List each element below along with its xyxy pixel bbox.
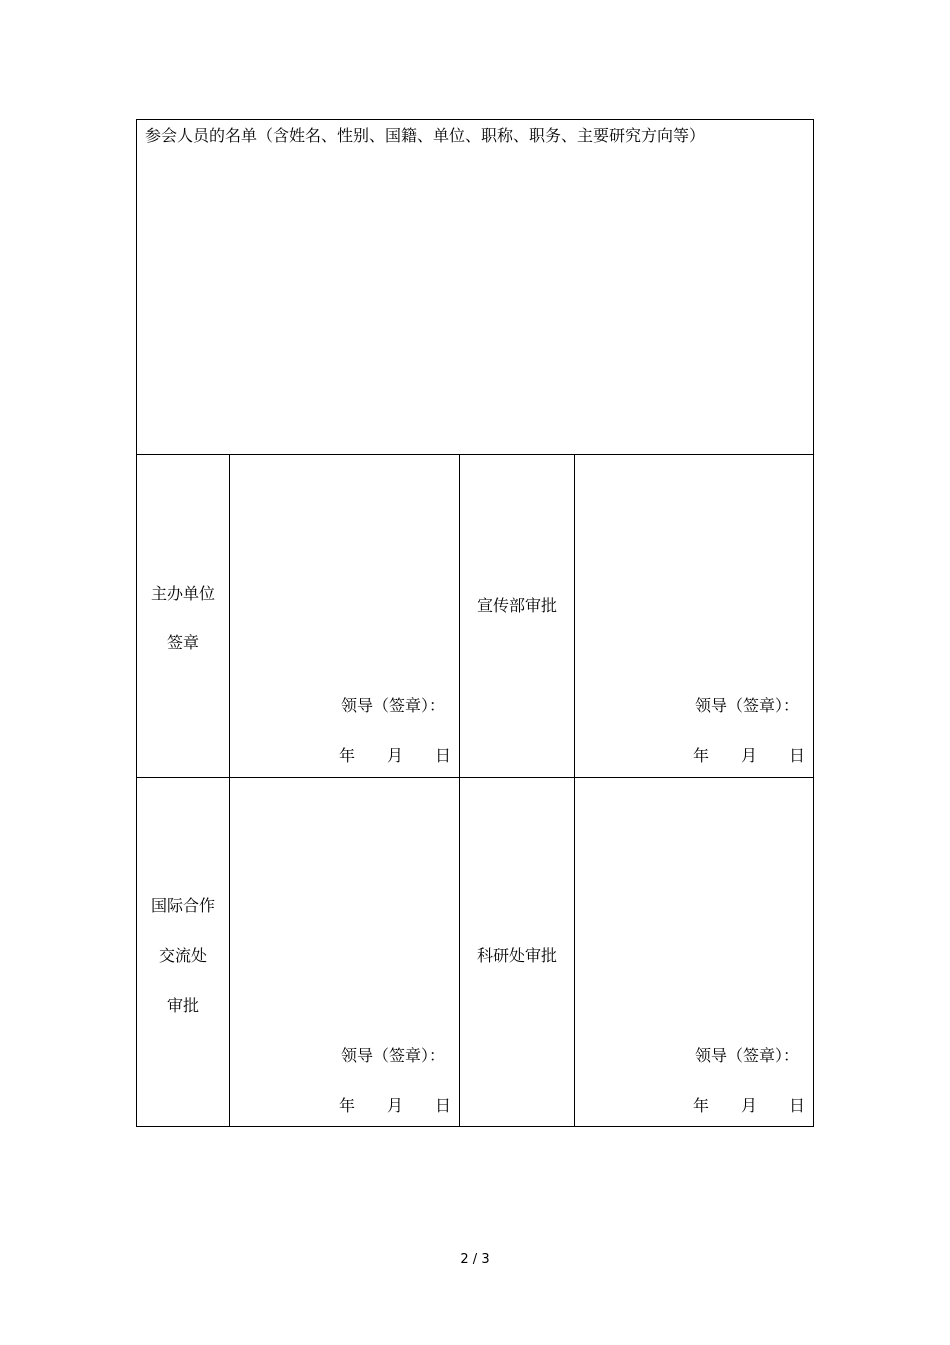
date-year: 年 (692, 1096, 709, 1115)
date-day: 日 (788, 1096, 805, 1115)
date-day: 日 (788, 746, 805, 765)
intl-cooperation-signature-cell[interactable] (230, 778, 460, 1126)
signature-date (339, 743, 451, 766)
intl-cooperation-label-cell (137, 778, 230, 1126)
intl-cooperation-approval-row (137, 778, 813, 1126)
leader-signature-label: 领导（签章）： (694, 696, 799, 715)
date-month: 月 (386, 1096, 403, 1115)
intl-label-line-2: 交流处 (158, 946, 207, 965)
date-month: 月 (740, 746, 757, 765)
participants-list-cell[interactable] (137, 120, 813, 455)
date-year: 年 (338, 746, 355, 765)
intl-label-line-3: 审批 (166, 996, 199, 1015)
organizer-label-line-1: 主办单位 (150, 584, 215, 603)
date-day: 日 (434, 1096, 451, 1115)
organizer-signature-cell[interactable] (230, 455, 460, 777)
leader-signature-label: 领导（签章）： (340, 696, 445, 715)
intl-label-line-1: 国际合作 (150, 896, 215, 915)
research-office-approval-label: 科研处审批 (476, 946, 557, 965)
page-number: 2 / 3 (460, 1252, 490, 1267)
signature-date (693, 1093, 805, 1116)
participants-list-label: 参会人员的名单（含姓名、性别、国籍、单位、职称、职务、主要研究方向等） (145, 126, 706, 145)
organizer-label-line-2: 签章 (166, 633, 199, 652)
organizer-seal-label-cell (137, 455, 230, 777)
date-year: 年 (338, 1096, 355, 1115)
publicity-dept-signature-cell[interactable] (575, 455, 813, 777)
signature-date (693, 743, 805, 766)
date-year: 年 (692, 746, 709, 765)
research-office-signature-cell[interactable] (575, 778, 813, 1126)
approval-form-table (136, 119, 814, 1127)
date-month: 月 (740, 1096, 757, 1115)
publicity-dept-label-cell (460, 455, 575, 777)
signature-date (339, 1093, 451, 1116)
date-month: 月 (386, 746, 403, 765)
leader-signature-label: 领导（签章）： (694, 1046, 799, 1065)
leader-signature-label: 领导（签章）： (340, 1046, 445, 1065)
research-office-label-cell (460, 778, 575, 1126)
date-day: 日 (434, 746, 451, 765)
organizer-approval-row (137, 455, 813, 778)
publicity-dept-approval-label: 宣传部审批 (476, 596, 557, 615)
